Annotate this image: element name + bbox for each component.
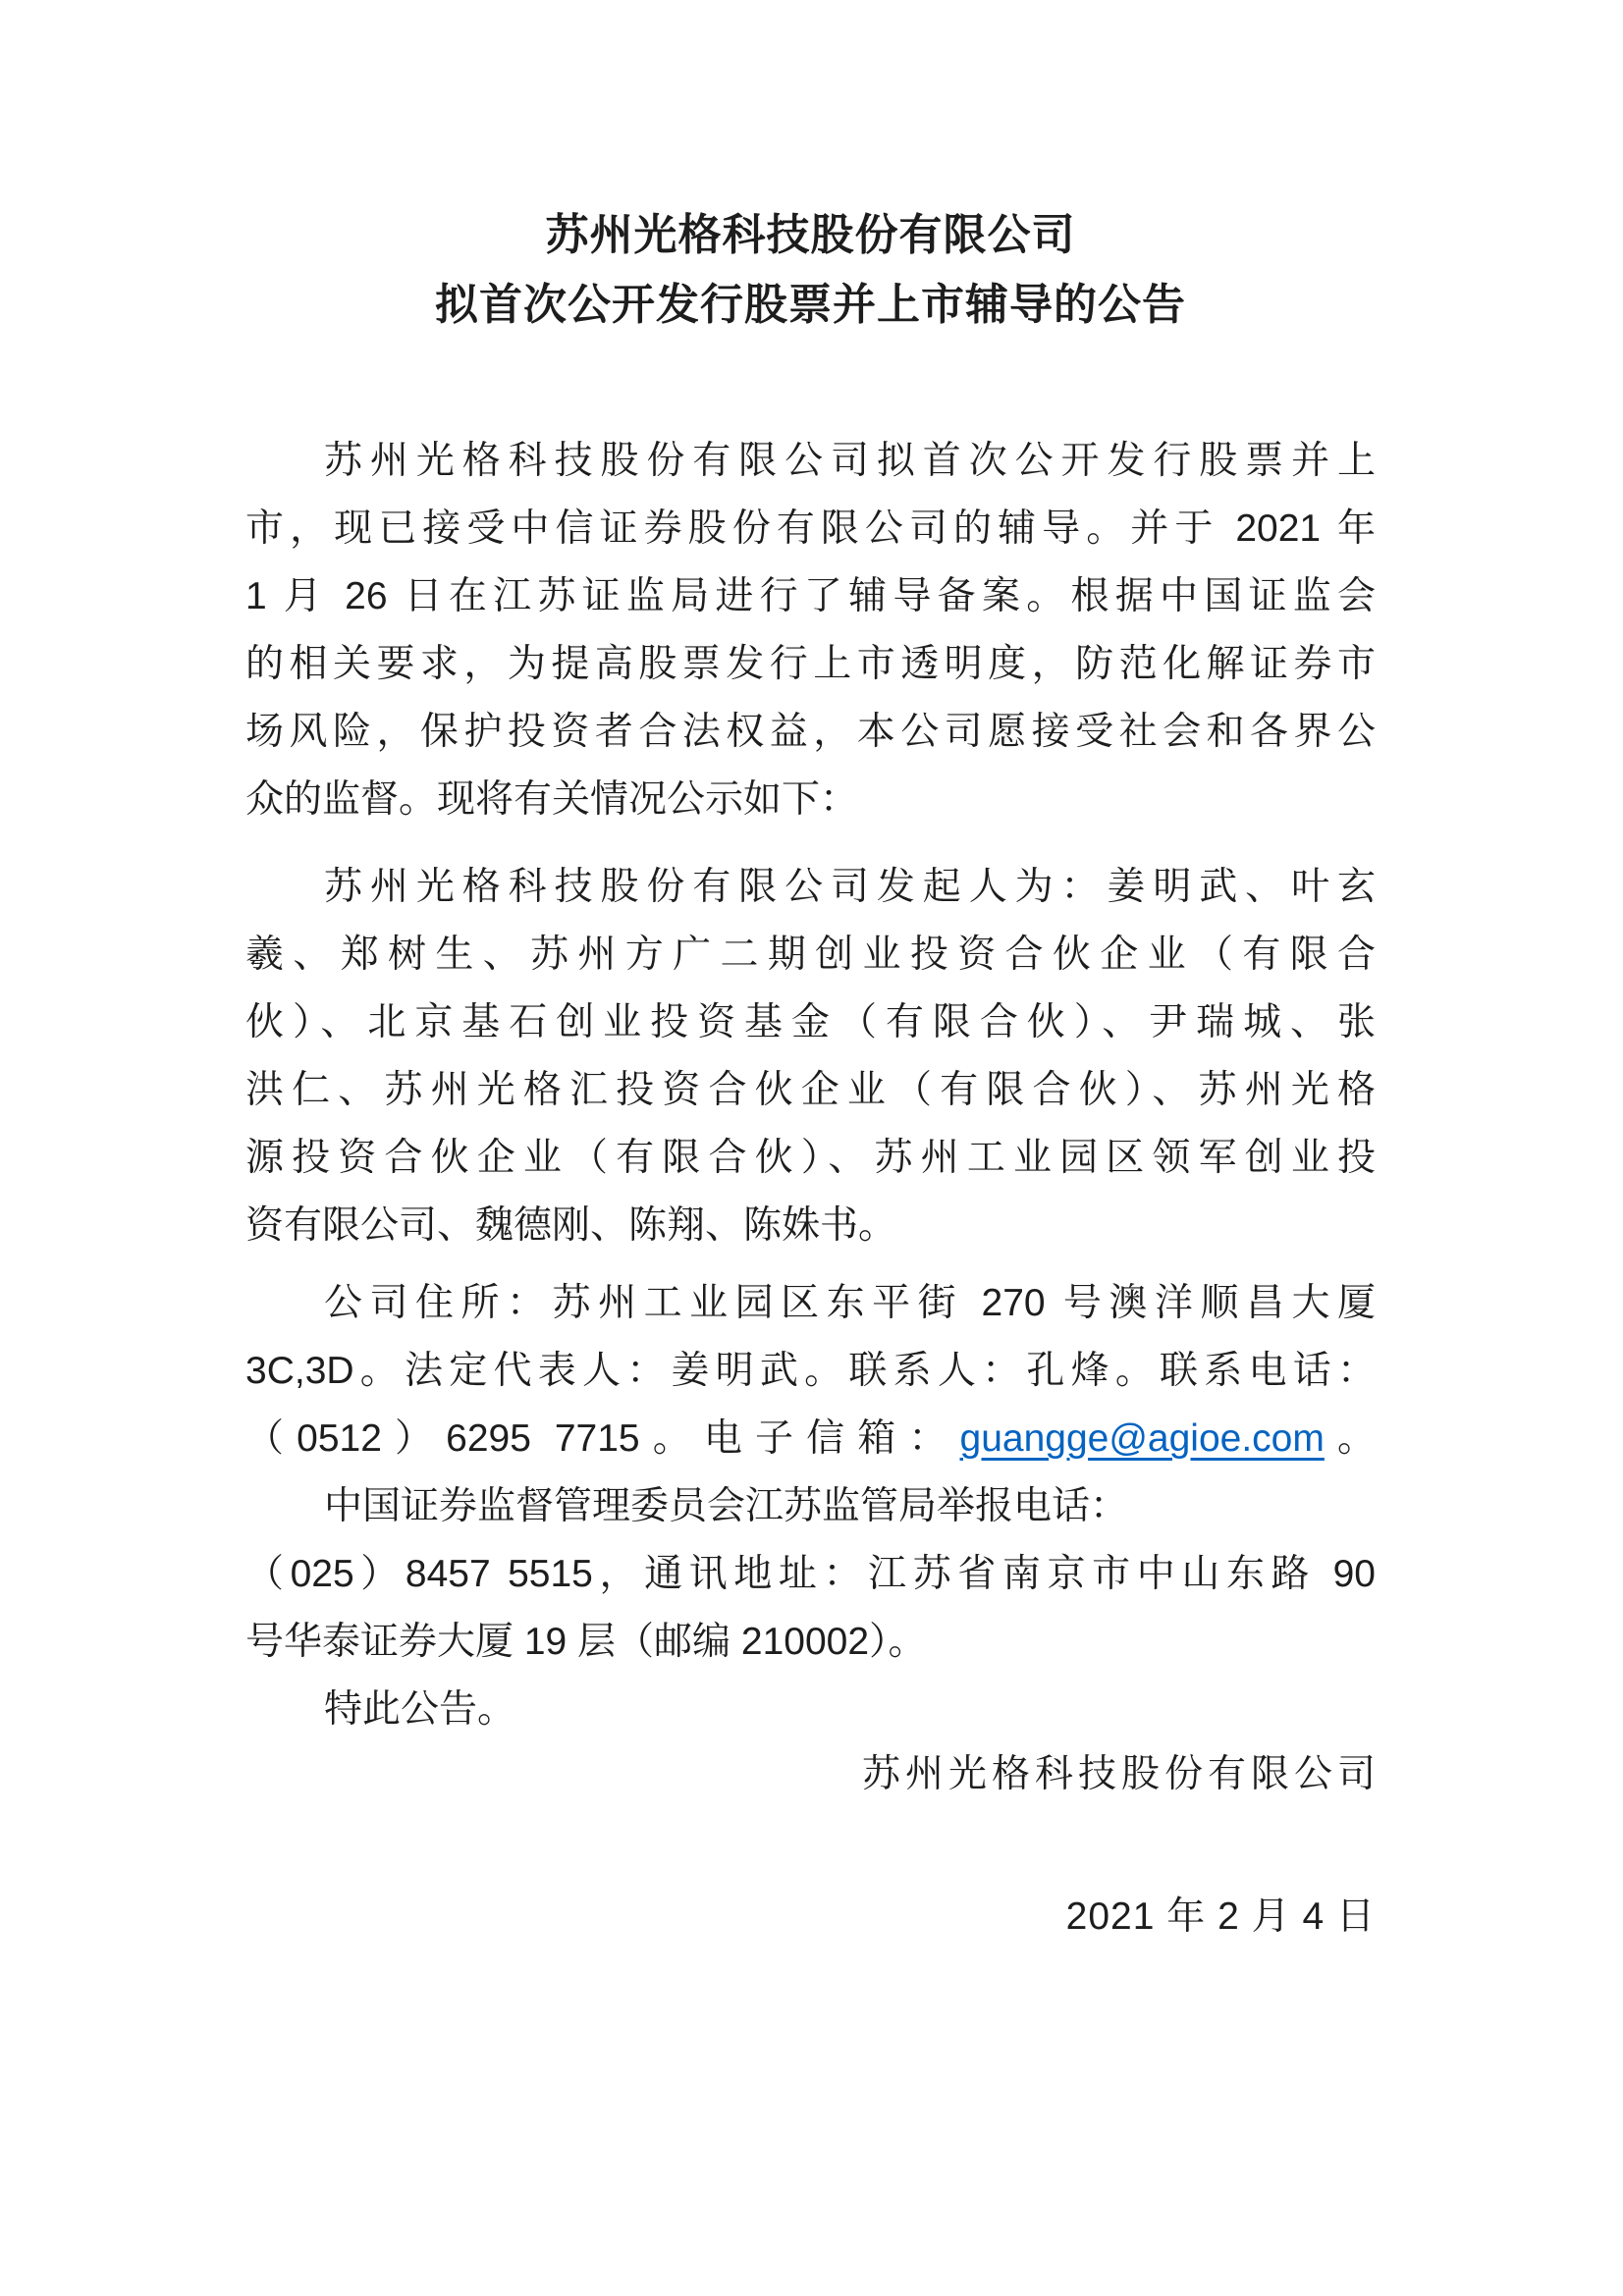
body-line: 众的监督。现将有关情况公示如下： — [245, 778, 859, 821]
signature-company: 苏州光格科技股份有限公司 — [861, 1753, 1380, 1795]
body-line: 洪仁、苏州光格汇投资合伙企业（有限合伙）、苏州光格 — [245, 1069, 1376, 1111]
email-link[interactable]: guangge@agioe.com — [959, 1417, 1325, 1460]
body-line-email — [245, 1405, 1376, 1472]
body-line: 的相关要求，为提高股票发行上市透明度，防范化解证券市 — [245, 643, 1376, 685]
announcement-date: 2021 年 2 月 4 日 — [1065, 1896, 1376, 1938]
body-line: 源投资合伙企业（有限合伙）、苏州工业园区领军创业投 — [245, 1137, 1376, 1179]
body-line: （025）8457 5515，通讯地址：江苏省南京市中山东路 90 — [245, 1553, 1376, 1595]
body-line: 苏州光格科技股份有限公司拟首次公开发行股票并上 — [324, 440, 1376, 482]
body-line: 伙）、北京基石创业投资基金（有限合伙）、尹瑞城、张 — [245, 1001, 1376, 1043]
body-line: 特此公告。 — [324, 1688, 516, 1731]
body-line: 中国证券监督管理委员会江苏监管局举报电话： — [324, 1485, 1129, 1527]
body-line: 3C,3D。法定代表人：姜明武。联系人：孔烽。联系电话： — [245, 1350, 1376, 1392]
body-line: 羲、郑树生、苏州方广二期创业投资合伙企业（有限合 — [245, 934, 1376, 976]
body-line: 资有限公司、魏德刚、陈翔、陈姝书。 — [245, 1204, 897, 1247]
title-line-company: 苏州光格科技股份有限公司 — [545, 211, 1076, 259]
body-line: 场风险，保护投资者合法权益，本公司愿接受社会和各界公 — [245, 711, 1376, 753]
paragraph-ipo-tutoring — [245, 427, 1376, 833]
paragraph-regulator-contact — [245, 1472, 1376, 1676]
paragraph-founders — [245, 853, 1376, 1259]
paragraph-contact-info — [245, 1269, 1376, 1472]
email-line-suffix: 。 — [1324, 1417, 1376, 1460]
body-line: 公司住所：苏州工业园区东平街 270 号澳洋顺昌大厦 — [324, 1282, 1376, 1324]
body-line: 号华泰证券大厦 19 层（邮编 210002）。 — [245, 1621, 927, 1663]
paragraph-closing — [245, 1676, 1376, 1743]
document-title — [245, 200, 1376, 340]
body-line: 市，现已接受中信证券股份有限公司的辅导。并于 2021 年 — [245, 507, 1376, 550]
body-line: 苏州光格科技股份有限公司发起人为：姜明武、叶玄 — [324, 866, 1376, 908]
title-line-subject: 拟首次公开发行股票并上市辅导的公告 — [435, 281, 1186, 329]
email-line-prefix: （0512）6295 7715。电子信箱： — [245, 1417, 960, 1460]
body-line: 1 月 26 日在江苏证监局进行了辅导备案。根据中国证监会 — [245, 575, 1376, 617]
